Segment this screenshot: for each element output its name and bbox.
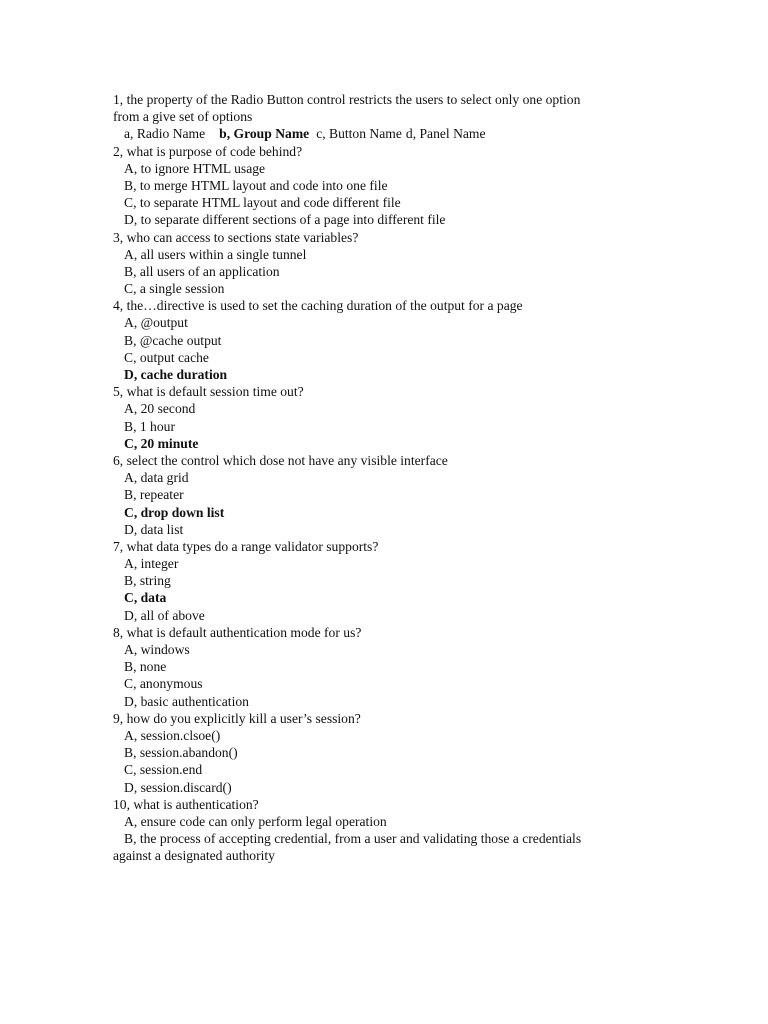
question-3: 3, who can access to sections state variables? (113, 229, 359, 245)
option-c: C, session.end (124, 762, 203, 778)
question-8: 8, what is default authentication mode for us? (113, 624, 362, 640)
question-4: 4, the…directive is used to set the caching duration of the output for a page (113, 298, 523, 314)
option-a: A, ensure code can only perform legal operation (124, 813, 387, 829)
option-b: B, all users of an application (124, 263, 280, 279)
option-c-answer: C, 20 minute (124, 435, 199, 451)
option-a: A, to ignore HTML usage (124, 160, 266, 176)
question-1: 1, the property of the Radio Button control restricts the users to select only one option (113, 92, 581, 107)
option-d: D, all of above (124, 607, 205, 623)
option-d: D, to separate different sections of a page into different file (124, 212, 446, 228)
question-9: 9, how do you explicitly kill a user’s session? (113, 710, 361, 726)
option-c: C, anonymous (124, 676, 203, 692)
option-b: B, to merge HTML layout and code into one file (124, 177, 388, 193)
option-c: C, to separate HTML layout and code different file (124, 195, 401, 211)
option-a: A, @output (124, 315, 188, 331)
document-body (113, 91, 653, 864)
option-d: D, session.discard() (124, 779, 232, 795)
option-d: d, Panel Name (405, 126, 486, 142)
option-a: A, integer (124, 556, 179, 572)
option-c: C, a single session (124, 281, 225, 297)
option-a: A, 20 second (124, 401, 196, 417)
option-b: B, @cache output (124, 332, 222, 348)
option-a: A, windows (124, 642, 190, 657)
option-a: A, session.clsoe() (124, 727, 221, 743)
question-2: 2, what is purpose of code behind? (113, 143, 303, 159)
question-1-continuation: from a give set of options (113, 109, 253, 125)
option-b: B, 1 hour (124, 418, 175, 434)
question-6: 6, select the control which dose not have any visible interface (113, 452, 448, 468)
option-c: c, Button Name (316, 126, 402, 142)
option-b: B, string (124, 573, 171, 589)
question-1-options (113, 125, 653, 142)
question-5: 5, what is default session time out? (113, 384, 304, 400)
option-a: A, data grid (124, 470, 189, 486)
option-a: A, all users within a single tunnel (124, 246, 307, 262)
option-b-answer: b, Group Name (219, 126, 310, 142)
option-c-answer: C, drop down list (124, 504, 225, 520)
option-b: B, session.abandon() (124, 745, 238, 761)
option-c-answer: C, data (124, 590, 167, 606)
question-10: 10, what is authentication? (113, 796, 259, 812)
option-c: C, output cache (124, 349, 209, 365)
option-b: B, none (124, 659, 167, 675)
question-7: 7, what data types do a range validator supports? (113, 538, 379, 554)
option-a: a, Radio Name (124, 126, 206, 142)
option-d-answer: D, cache duration (124, 367, 228, 382)
option-b: B, repeater (124, 487, 184, 503)
option-d: D, data list (124, 521, 184, 537)
option-b-continuation: against a designated authority (113, 848, 275, 864)
option-b: B, the process of accepting credential, from a user and validating those a credentials (124, 831, 582, 847)
option-d: D, basic authentication (124, 693, 249, 709)
